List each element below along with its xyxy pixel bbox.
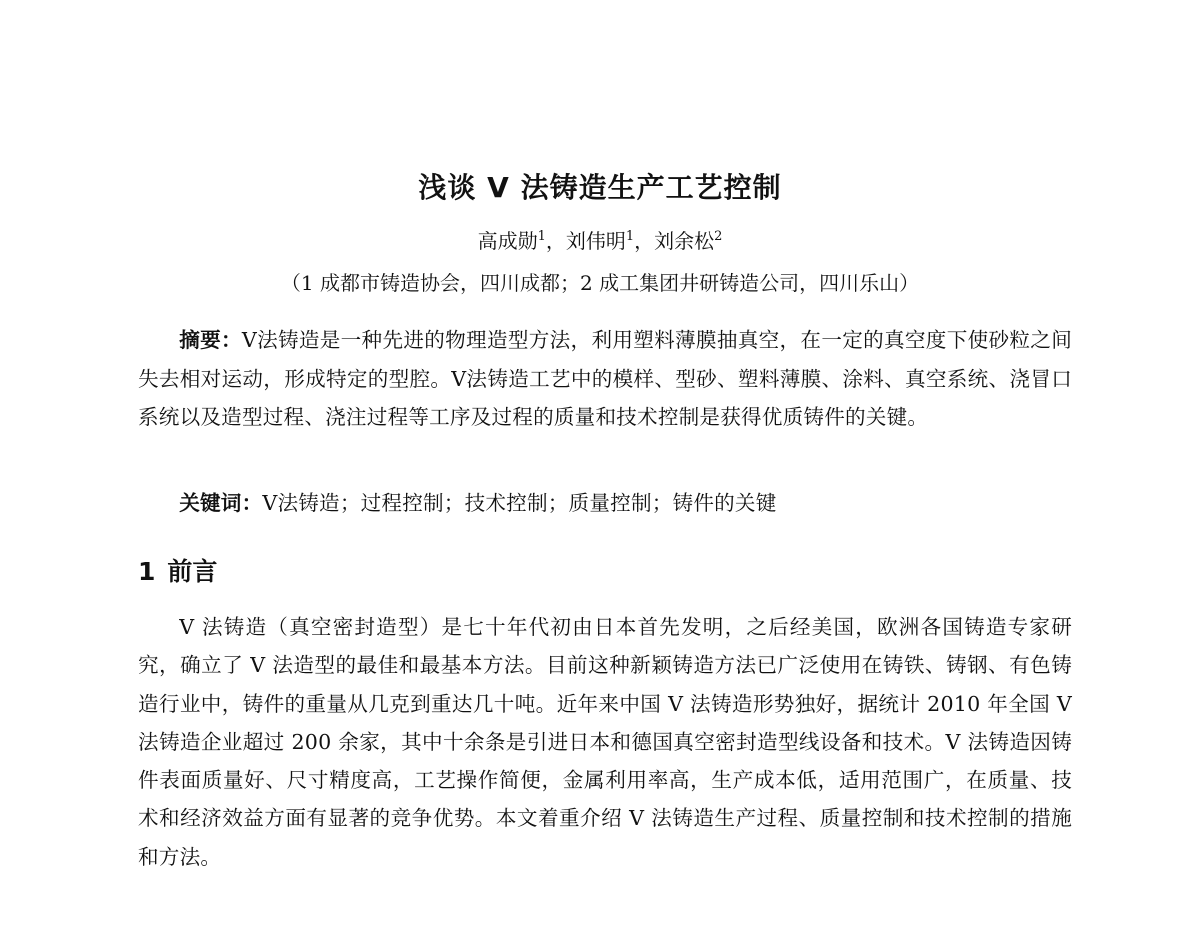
abstract (138, 321, 1072, 437)
keywords-text: V法铸造；过程控制；技术控制；质量控制；铸件的关键 (262, 491, 777, 515)
paper-title: 浅谈 V 法铸造生产工艺控制 (418, 171, 782, 204)
author-name: 刘伟明 (565, 229, 626, 253)
abstract-text: V法铸造是一种先进的物理造型方法，利用塑料薄膜抽真空，在一定的真空度下使砂粒之间失去相对运动，形成特定的型腔。V法铸造工艺中的模样、型砂、塑料薄膜、涂料、真空系统、浇冒口系统以及造型过程、浇注过程等工序及过程的质量和技术控制是获得优质铸件的关键。 (138, 328, 1072, 430)
author-name: 刘余松 (654, 229, 715, 253)
author-separator: ， (545, 229, 566, 253)
author-affiliation-mark: 1 (537, 229, 546, 244)
affiliations: （1 成都市铸造协会，四川成都；2 成工集团井研铸造公司，四川乐山） (280, 271, 920, 295)
abstract-label: 摘要： (179, 328, 242, 352)
keywords-label: 关键词： (179, 491, 263, 515)
author-affiliation-mark: 1 (625, 229, 635, 244)
author-affiliation-mark: 2 (714, 229, 723, 244)
author-list (0, 226, 1200, 256)
author-name: 高成勋 (477, 229, 538, 253)
author-separator: ， (634, 229, 655, 253)
section-title-text: 前言 (167, 557, 218, 586)
section-number: 1 (138, 557, 156, 586)
keywords (138, 484, 1072, 523)
section-paragraph: V 法铸造（真空密封造型）是七十年代初由日本首先发明，之后经美国，欧洲各国铸造专家研究，确立了 V 法造型的最佳和最基本方法。目前这种新颖铸造方法已广泛使用在铸铁、铸钢、有色铸造行业中，铸件的重量从几克到重达几十吨。近年来中国 V 法铸造形势独好，据统计 2010 年全国 V 法铸造企业超过 200 余家，其中十余条是引进日本和德国真空密封造型线设备和技术。V 法铸造因铸件表面质量好、尺寸精度高，工艺操作简便，金属利用率高，生产成本低，适用范围广，在质量、技术和经济效益方面有显著的竞争优势。本文着重介绍 V 法铸造生产过程、质量控制和技术控制的措施和方法。 (138, 615, 1072, 869)
section-heading (138, 553, 229, 591)
